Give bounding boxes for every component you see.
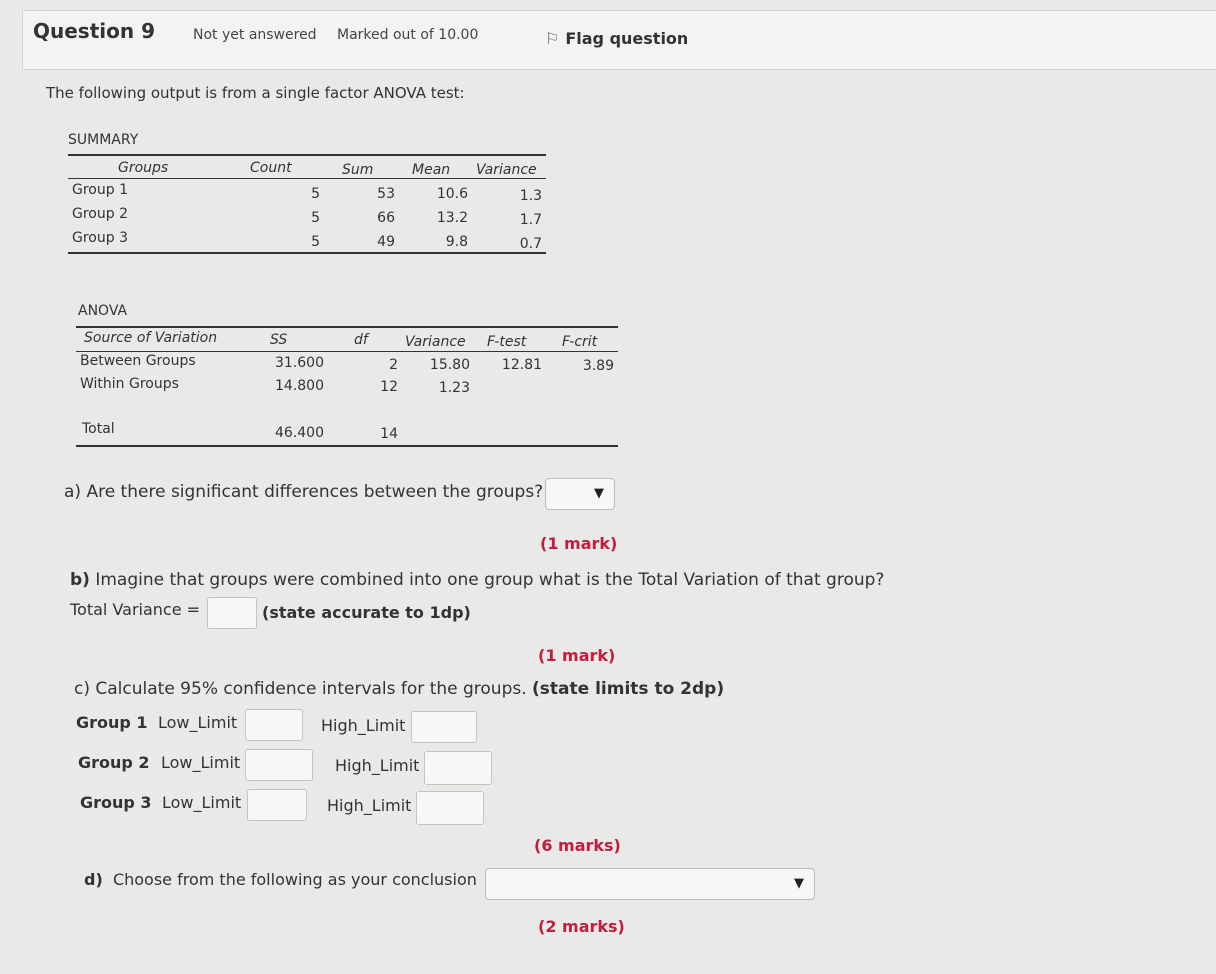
table-cell: Group 3 [72, 230, 128, 246]
question-intro: The following output is from a single factor ANOVA test: [46, 84, 465, 102]
table-cell: 49 [377, 234, 395, 250]
anova-title: ANOVA [78, 303, 128, 319]
question-d-text: d) Choose from the following as your conclusion [84, 870, 477, 889]
high-limit-label: High_Limit [321, 716, 406, 735]
table-cell: 1.3 [519, 188, 542, 204]
table-cell: 12.81 [501, 357, 542, 373]
group-1-high-input[interactable] [411, 711, 477, 743]
group-1-low-input[interactable] [245, 709, 303, 741]
table-cell: 13.2 [436, 210, 468, 226]
low-limit-label: Low_Limit [162, 793, 242, 812]
col-header: F-crit [562, 334, 598, 350]
mark-c: (6 marks) [534, 836, 621, 855]
question-header [22, 10, 1216, 70]
table-cell: 31.600 [275, 355, 324, 371]
summary-title: SUMMARY [68, 132, 139, 148]
table-cell: 46.400 [275, 425, 324, 441]
question-c-text: c) Calculate 95% confidence intervals for the groups. (state limits to 2dp) [74, 679, 725, 699]
col-header: SS [270, 332, 288, 348]
table-cell: 3.89 [582, 358, 614, 374]
total-variance-label: Total Variance = [70, 600, 201, 619]
chevron-down-icon: ▼ [594, 485, 604, 501]
question-number: Question 9 [33, 19, 155, 43]
table-cell: 5 [311, 234, 320, 250]
col-header: Sum [342, 162, 374, 178]
group-2-low-input[interactable] [245, 749, 313, 781]
high-limit-label: High_Limit [327, 796, 412, 815]
table-cell: 53 [377, 186, 395, 202]
table-cell: 2 [389, 357, 398, 373]
table-cell: Group 1 [72, 182, 128, 198]
question-b-text: b) Imagine that groups were combined into one group what is the Total Variation of that group? [70, 570, 885, 590]
table-cell: 1.7 [519, 212, 542, 228]
table-cell: 5 [311, 210, 320, 226]
table-cell: 10.6 [436, 186, 468, 202]
question-a-text: a) Are there significant differences between the groups? [64, 482, 544, 502]
table-rule [68, 178, 546, 179]
table-cell: Group 2 [72, 206, 128, 222]
table-rule [76, 351, 618, 352]
total-variance-input[interactable] [207, 597, 257, 629]
col-header: Mean [412, 162, 451, 178]
question-b-note: (state accurate to 1dp) [262, 603, 471, 622]
table-rule [68, 154, 546, 156]
question-status: Not yet answered [193, 27, 317, 43]
table-cell: 12 [380, 379, 398, 395]
flag-icon: ⚐ [545, 29, 560, 48]
table-rule [68, 252, 546, 254]
table-cell: Within Groups [80, 376, 179, 392]
low-limit-label: Low_Limit [161, 753, 241, 772]
table-cell: 14 [380, 426, 398, 442]
mark-d: (2 marks) [538, 917, 625, 936]
answer-a-select[interactable] [545, 478, 615, 510]
table-cell: 1.23 [438, 380, 470, 396]
high-limit-label: High_Limit [335, 756, 420, 775]
group-3-high-input[interactable] [416, 791, 484, 825]
group-label: Group 3 [80, 793, 152, 812]
mark-b: (1 mark) [538, 646, 616, 665]
group-2-high-input[interactable] [424, 751, 492, 785]
col-header: df [354, 332, 368, 348]
col-header: Variance [476, 162, 537, 178]
table-rule [76, 326, 618, 328]
table-cell: 15.80 [429, 357, 470, 373]
flag-question-button[interactable]: ⚐ Flag question [545, 29, 689, 48]
col-header: Variance [405, 334, 466, 350]
question-marks: Marked out of 10.00 [337, 27, 479, 43]
table-cell: 5 [311, 186, 320, 202]
table-cell: 66 [377, 210, 395, 226]
col-header: Groups [118, 160, 169, 176]
group-label: Group 2 [78, 753, 150, 772]
col-header: Count [250, 160, 292, 176]
table-cell: Total [82, 421, 115, 437]
chevron-down-icon: ▼ [794, 875, 804, 891]
low-limit-label: Low_Limit [158, 713, 238, 732]
table-cell: 14.800 [275, 378, 324, 394]
table-cell: 0.7 [519, 236, 542, 252]
group-label: Group 1 [76, 713, 148, 732]
col-header: Source of Variation [84, 330, 218, 346]
group-3-low-input[interactable] [247, 789, 307, 821]
table-rule [76, 445, 618, 447]
table-cell: 9.8 [445, 234, 468, 250]
mark-a: (1 mark) [540, 534, 618, 553]
conclusion-select[interactable] [485, 868, 815, 900]
table-cell: Between Groups [80, 353, 196, 369]
col-header: F-test [487, 334, 527, 350]
